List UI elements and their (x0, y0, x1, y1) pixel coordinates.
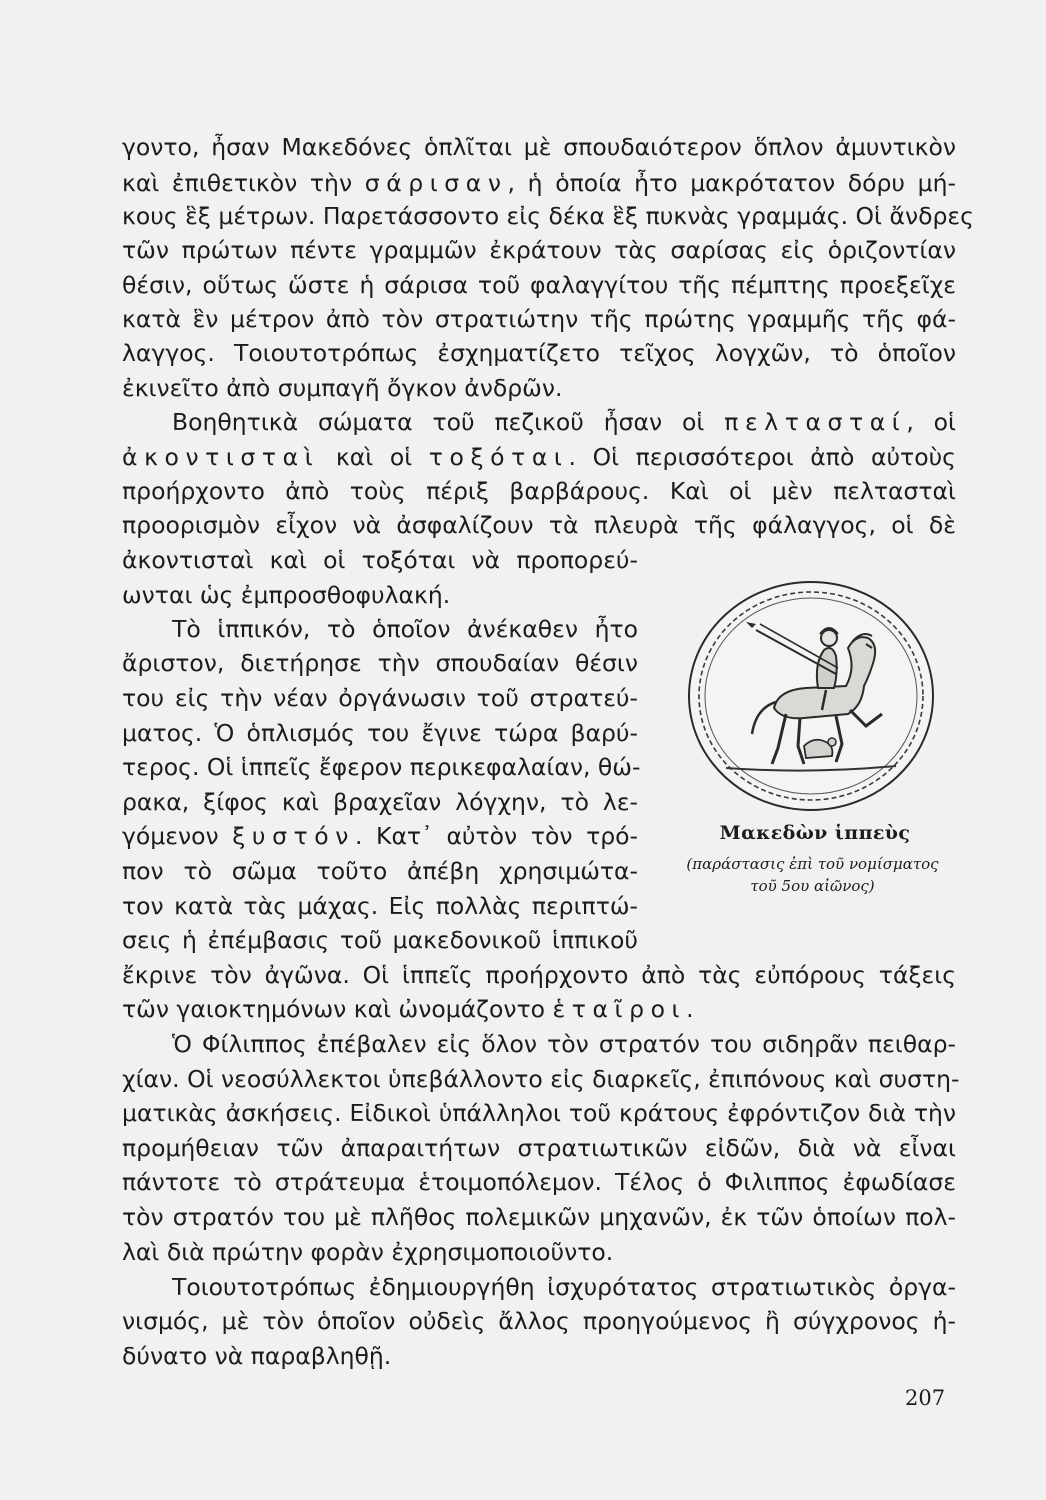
text-segment: Βοηθητικὰ σώματα τοῦ πεζικοῦ ἦσαν οἱ (172, 408, 725, 436)
text-line (122, 543, 638, 578)
text-segment: . Οἱ περισσότεροι ἀπὸ αὐτοὺς (568, 443, 956, 471)
text-segment: Τὸ ἱππικόν, τὸ ὁποῖον ἀνέκαθεν ἦτο (172, 615, 638, 643)
text-line (122, 819, 638, 854)
text-line (122, 681, 638, 716)
text-line (172, 1027, 956, 1062)
text-segment: τῶν πρώτων πέντε γραμμῶν ἐκράτουν τὰς σαρίσας εἰς ὁριζοντίαν (122, 236, 956, 264)
text-line (122, 1165, 956, 1200)
text-segment: πάντοτε τὸ στράτευμα ἑτοιμοπόλεμον. Τέλος ὁ Φιλιππος ἐφωδίασε (122, 1168, 956, 1196)
spaced-term: πελτασταί (724, 408, 907, 436)
text-segment: νισμός, μὲ τὸν ὁποῖον οὐδεὶς ἄλλος προηγούμενος ἢ σύγχρονος ἠ- (122, 1307, 956, 1335)
text-segment: χίαν. Οἱ νεοσύλλεκτοι ὑπεβάλλοντο εἰς διαρκεῖς, ἐπιπόνους καὶ συστη- (122, 1065, 960, 1093)
text-segment: ἀκοντισταὶ καὶ οἱ τοξόται νὰ προπορεύ- (122, 546, 638, 574)
text-segment: ματος. Ὁ ὁπλισμός του ἔγινε τώρα βαρύ- (122, 719, 638, 747)
spaced-term: τοξόται (428, 443, 569, 471)
text-line (122, 1062, 960, 1097)
text-line (122, 1304, 956, 1339)
text-line (122, 750, 641, 785)
text-line (122, 130, 956, 165)
spaced-term: ξυστόν (232, 822, 355, 850)
text-line (122, 854, 638, 889)
page-number: 207 (905, 1386, 946, 1410)
text-line (122, 785, 638, 820)
text-segment: ἔκρινε τὸν ἀγῶνα. Οἱ ἱππεῖς προήρχοντο ἀπὸ τὰς εὐπόρους τάξεις (122, 961, 956, 989)
text-segment: λαὶ διὰ πρώτην φορὰν ἐχρησιμοποιοῦντο. (122, 1238, 614, 1266)
text-segment: ρακα, ξίφος καὶ βραχεῖαν λόγχην, τὸ λε- (122, 788, 638, 816)
text-segment: κους ἓξ μέτρων. Παρετάσσοντο εἰς δέκα ἓξ πυκνὰς γραμμάς. Οἱ ἄνδρες (122, 202, 974, 230)
text-segment: τον κατὰ τὰς μάχας. Εἰς πολλὰς περιπτώ- (122, 892, 638, 920)
text-segment: γόμενον (122, 822, 233, 850)
text-line (122, 992, 956, 1027)
text-segment: του εἰς τὴν νέαν ὀργάνωσιν τοῦ στρατεύ- (122, 684, 638, 712)
text-segment: , οἱ (906, 408, 956, 436)
text-segment: καὶ ἐπιθετικὸν τὴν (122, 169, 365, 197)
text-segment: λαγγος. Τοιουτοτρόπως ἐσχηματίζετο τεῖχος λογχῶν, τὸ ὁποῖον (122, 339, 956, 367)
coin-figure (670, 578, 960, 918)
text-segment: , ἡ ὁποία ἦτο μακρότατον δόρυ μή- (507, 169, 956, 197)
text-line (122, 889, 638, 924)
text-line (122, 1131, 956, 1166)
text-segment: . Κατ᾿ αὐτὸν τὸν τρό- (354, 822, 639, 850)
text-segment: προορισμὸν εἶχον νὰ ἀσφαλίζουν τὰ πλευρὰ τῆς φάλαγγος, οἱ δὲ (122, 511, 956, 539)
text-line (122, 578, 638, 613)
text-line (122, 1339, 956, 1374)
text-segment: ματικὰς ἀσκήσεις. Εἰδικοὶ ὑπάλληλοι τοῦ κράτους ἐφρόντιζον διὰ τὴν (122, 1099, 956, 1127)
text-line (122, 268, 956, 303)
text-segment: ἐκινεῖτο ἀπὸ συμπαγῆ ὄγκον ἀνδρῶν. (122, 374, 563, 402)
spaced-term: ἑταῖροι (552, 995, 687, 1023)
spaced-term: σάρισαν (364, 169, 508, 197)
text-segment: σεις ἡ ἐπέμβασις τοῦ μακεδονικοῦ ἱππικοῦ (122, 926, 638, 954)
text-line (122, 958, 956, 993)
text-segment: τὸν στρατόν του μὲ πλῆθος πολεμικῶν μηχανῶν, ἐκ τῶν ὁποίων πολ- (122, 1203, 956, 1231)
text-line (122, 302, 956, 337)
text-segment: τῶν γαιοκτημόνων καὶ ὠνομάζοντο (122, 995, 553, 1023)
text-line (122, 336, 956, 371)
text-segment: καὶ οἱ (319, 443, 429, 471)
text-line (122, 440, 956, 475)
text-segment: θέσιν, οὕτως ὥστε ἡ σάρισα τοῦ φαλαγγίτου τῆς πέμπτης προεξεῖχε (122, 271, 956, 299)
text-segment: Τοιουτοτρόπως ἐδημιουργήθη ἰσχυρότατος στρατιωτικὸς ὀργα- (172, 1273, 956, 1301)
text-segment: ωνται ὡς ἐμπροσθοφυλακή. (122, 581, 451, 609)
text-line (122, 166, 956, 201)
text-segment: προμήθειαν τῶν ἀπαραιτήτων στρατιωτικῶν εἰδῶν, διὰ νὰ εἶναι (122, 1134, 956, 1162)
text-line (172, 405, 956, 440)
spaced-term: ἀκοντισταὶ (122, 443, 320, 471)
text-segment: προήρχοντο ἀπὸ τοὺς πέριξ βαρβάρους. Καὶ οἱ μὲν πελτασταὶ (122, 477, 956, 505)
text-line (122, 233, 956, 268)
coin-rider-image (686, 578, 936, 816)
text-line (122, 716, 638, 751)
text-segment: τερος. Οἱ ἱππεῖς ἔφερον περικεφαλαίαν, θώ- (122, 753, 641, 781)
figure-caption-title: Μακεδὼν ἱππεὺς (719, 822, 911, 844)
text-segment: . (686, 995, 694, 1023)
text-segment: δύνατο νὰ παραβληθῇ. (122, 1342, 392, 1370)
text-line (122, 474, 956, 509)
text-segment: κατὰ ἓν μέτρον ἀπὸ τὸν στρατιώτην τῆς πρώτης γραμμῆς τῆς φά- (122, 305, 956, 333)
text-line (122, 371, 956, 406)
text-line (122, 508, 956, 543)
text-line (172, 612, 638, 647)
text-line (122, 1096, 956, 1131)
figure-caption-text: (παράστασις ἐπὶ τοῦ νομίσματος τοῦ 5ου αἰῶνος) (686, 855, 939, 895)
text-segment: γοντο, ἦσαν Μακεδόνες ὁπλῖται μὲ σπουδαιότερον ὅπλον ἀμυντικὸν (122, 133, 956, 161)
text-line (122, 923, 638, 958)
text-segment: ἄριστον, διετήρησε τὴν σπουδαίαν θέσιν (122, 649, 638, 677)
text-line (172, 1270, 956, 1305)
text-line (122, 1235, 956, 1270)
text-segment: Ὁ Φίλιππος ἐπέβαλεν εἰς ὅλον τὸν στρατόν του σιδηρᾶν πειθαρ- (172, 1030, 956, 1058)
text-segment: πον τὸ σῶμα τοῦτο ἀπέβη χρησιμώτα- (122, 857, 638, 885)
text-line (122, 1200, 956, 1235)
text-line (122, 199, 974, 234)
text-line (122, 646, 638, 681)
